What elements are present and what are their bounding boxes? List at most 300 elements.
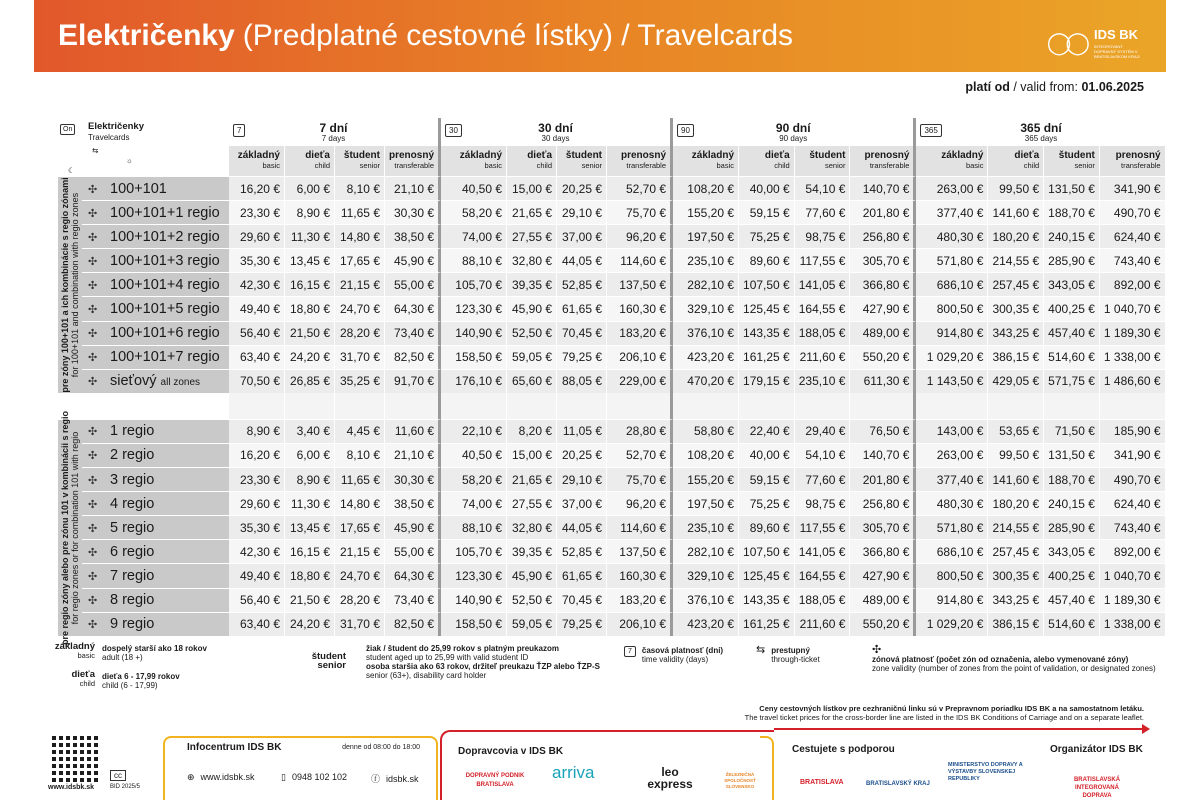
- price-cell: 59,15 €: [739, 200, 795, 224]
- price-cell: 423,20 €: [673, 345, 739, 369]
- price-cell: 108,20 €: [673, 443, 739, 467]
- price-table: [58, 118, 1166, 645]
- price-cell: 79,25 €: [557, 612, 607, 636]
- zone-name: sieťový: [110, 373, 157, 390]
- table-row: [58, 467, 1166, 491]
- table-row: [58, 272, 1166, 296]
- valid-from: [965, 80, 1144, 94]
- price-cell: 235,10 €: [795, 369, 851, 393]
- col-sk: dieťa: [527, 150, 553, 161]
- price-cell: 74,00 €: [441, 491, 507, 515]
- price-cell: 55,00 €: [385, 272, 441, 296]
- price-cell: 214,55 €: [988, 515, 1044, 539]
- icons-header: [58, 146, 229, 176]
- col-header-senior: [557, 146, 607, 176]
- price-cell: 161,25 €: [739, 612, 795, 636]
- zone-icon: ✣: [88, 426, 98, 439]
- price-cell: 400,25 €: [1044, 563, 1100, 587]
- price-cell: 489,00 €: [850, 321, 916, 345]
- price-cell: 44,05 €: [557, 515, 607, 539]
- valid-label-bold: platí od: [965, 80, 1010, 94]
- price-cell: 235,10 €: [673, 515, 739, 539]
- legend-transfer: [756, 646, 820, 664]
- price-cell: 77,60 €: [795, 200, 851, 224]
- price-cell: 11,05 €: [557, 419, 607, 443]
- gap-cell: [441, 393, 507, 419]
- zone-name: 100+101+5 regio: [110, 301, 220, 318]
- red-line: [774, 728, 1146, 730]
- col-en: transferable: [869, 161, 910, 170]
- price-cell: 457,40 €: [1044, 588, 1100, 612]
- price-cell: 427,90 €: [850, 296, 916, 320]
- price-cell: 1 040,70 €: [1100, 563, 1166, 587]
- price-cell: 343,25 €: [988, 321, 1044, 345]
- price-cell: 32,80 €: [507, 515, 557, 539]
- table-row: [58, 612, 1166, 636]
- price-cell: 14,80 €: [335, 491, 385, 515]
- lven: child (6 - 17,99): [102, 681, 158, 690]
- price-cell: 39,35 €: [507, 272, 557, 296]
- col-en: child: [774, 161, 790, 170]
- price-cell: 206,10 €: [607, 345, 673, 369]
- web-text: www.idsbk.sk: [200, 772, 255, 782]
- price-cell: 285,90 €: [1044, 248, 1100, 272]
- price-cell: 180,20 €: [988, 224, 1044, 248]
- price-cell: 16,20 €: [229, 443, 285, 467]
- table-row: [58, 588, 1166, 612]
- zone-label: [82, 588, 229, 612]
- price-cell: 1 189,30 €: [1100, 588, 1166, 612]
- price-cell: 77,60 €: [795, 467, 851, 491]
- gap-cell: [607, 393, 673, 419]
- price-cell: 140,90 €: [441, 321, 507, 345]
- group-en: 365 days: [1024, 133, 1058, 143]
- phone-icon: ▯: [281, 772, 286, 782]
- price-cell: 79,25 €: [557, 345, 607, 369]
- zone-label: [82, 200, 229, 224]
- group-header-row: [58, 118, 1166, 146]
- cross-border-note: [745, 704, 1144, 722]
- column-header-row: [58, 146, 1166, 176]
- zone-label: [82, 563, 229, 587]
- price-cell: 82,50 €: [385, 345, 441, 369]
- price-cell: 686,10 €: [916, 539, 988, 563]
- price-cell: 17,65 €: [335, 248, 385, 272]
- price-cell: 386,15 €: [988, 612, 1044, 636]
- price-cell: 457,40 €: [1044, 321, 1100, 345]
- price-cell: 386,15 €: [988, 345, 1044, 369]
- price-cell: 52,70 €: [607, 443, 673, 467]
- title-bold: Električenky: [58, 19, 235, 52]
- price-cell: 117,55 €: [795, 248, 851, 272]
- price-cell: 117,55 €: [795, 515, 851, 539]
- zone-name: 100+101+2 regio: [110, 228, 220, 245]
- price-cell: 140,70 €: [850, 176, 916, 200]
- price-cell: 29,60 €: [229, 224, 285, 248]
- gap-cell: [229, 393, 285, 419]
- price-cell: 31,70 €: [335, 345, 385, 369]
- zone-label: [82, 296, 229, 320]
- zone-icon: ✣: [872, 644, 882, 656]
- zone-label: [82, 248, 229, 272]
- time-icon: 365: [920, 124, 941, 137]
- price-cell: 376,10 €: [673, 588, 739, 612]
- gap-cell: [285, 393, 335, 419]
- group-90: [673, 118, 916, 146]
- price-cell: 914,80 €: [916, 321, 988, 345]
- transfer-icon: ⇆: [92, 146, 99, 155]
- zone-icon: ✣: [88, 231, 98, 244]
- lv: prestupný: [771, 646, 810, 655]
- price-cell: 96,20 €: [607, 224, 673, 248]
- price-cell: 30,30 €: [385, 467, 441, 491]
- zone-label: [82, 272, 229, 296]
- col-sk: študent: [343, 150, 380, 161]
- price-cell: 8,90 €: [229, 419, 285, 443]
- table-row: [58, 224, 1166, 248]
- side-text: [60, 177, 80, 392]
- zone-icon: ✣: [88, 474, 98, 487]
- col-en: basic: [484, 161, 503, 170]
- price-cell: 75,70 €: [607, 200, 673, 224]
- card-icon: On: [60, 124, 75, 135]
- price-cell: 343,05 €: [1044, 272, 1100, 296]
- legend-child-value: [102, 672, 180, 690]
- gap-cell: [1100, 393, 1166, 419]
- gap-cell: [795, 393, 851, 419]
- col-sk: prenosný: [864, 150, 910, 161]
- price-cell: 89,60 €: [739, 248, 795, 272]
- col-header-transferable: [385, 146, 441, 176]
- leo-express-logo: leo express: [647, 765, 693, 791]
- price-cell: 20,25 €: [557, 443, 607, 467]
- price-cell: 71,50 €: [1044, 419, 1100, 443]
- lken: basic: [77, 651, 95, 660]
- price-cell: 11,30 €: [285, 224, 335, 248]
- price-cell: 892,00 €: [1100, 272, 1166, 296]
- price-cell: 114,60 €: [607, 515, 673, 539]
- price-cell: 40,00 €: [739, 443, 795, 467]
- price-cell: 63,40 €: [229, 345, 285, 369]
- valid-date: 01.06.2025: [1081, 80, 1144, 94]
- price-cell: 235,10 €: [673, 248, 739, 272]
- price-cell: 188,70 €: [1044, 200, 1100, 224]
- col-sk: prenosný: [389, 150, 435, 161]
- group-en: 30 days: [541, 133, 570, 143]
- zone-icon: ✣: [88, 352, 98, 365]
- gap-cell: [988, 393, 1044, 419]
- col-sk: základný: [691, 150, 735, 161]
- price-cell: 15,00 €: [507, 176, 557, 200]
- price-cell: 70,45 €: [557, 321, 607, 345]
- col-en: senior: [359, 161, 380, 170]
- price-cell: 8,20 €: [507, 419, 557, 443]
- arrow-icon: [1142, 724, 1150, 734]
- price-cell: 88,10 €: [441, 515, 507, 539]
- price-cell: 26,85 €: [285, 369, 335, 393]
- gap-cell: [58, 393, 229, 419]
- section-side-label: [58, 410, 82, 645]
- col-header-transferable: [1100, 146, 1166, 176]
- price-cell: 229,00 €: [607, 369, 673, 393]
- lven: through-ticket: [771, 655, 820, 664]
- price-cell: 197,50 €: [673, 491, 739, 515]
- zone-label: [82, 419, 229, 443]
- price-cell: 179,15 €: [739, 369, 795, 393]
- time-icon: 90: [677, 124, 694, 137]
- price-cell: 123,30 €: [441, 563, 507, 587]
- zone-name: 8 regio: [110, 592, 155, 609]
- organizer-title: Organizátor IDS BK: [1050, 744, 1143, 755]
- zone-name: 6 regio: [110, 543, 155, 560]
- price-cell: 96,20 €: [607, 491, 673, 515]
- price-cell: 28,20 €: [335, 588, 385, 612]
- price-cell: 489,00 €: [850, 588, 916, 612]
- price-cell: 27,55 €: [507, 224, 557, 248]
- zone-icon: ✣: [88, 207, 98, 220]
- carriers-title: Dopravcovia v IDS BK: [458, 746, 564, 757]
- price-cell: 282,10 €: [673, 272, 739, 296]
- table-row: [58, 563, 1166, 587]
- web-link[interactable]: [187, 772, 255, 783]
- col-en: transferable: [626, 161, 667, 170]
- price-cell: 21,50 €: [285, 321, 335, 345]
- price-cell: 376,10 €: [673, 321, 739, 345]
- price-cell: 107,50 €: [739, 539, 795, 563]
- legend-time: [624, 646, 723, 664]
- price-cell: 24,20 €: [285, 612, 335, 636]
- price-cell: 164,55 €: [795, 563, 851, 587]
- col-sk: dieťa: [1014, 150, 1040, 161]
- price-cell: 35,30 €: [229, 515, 285, 539]
- price-cell: 11,60 €: [385, 419, 441, 443]
- group-name: 30 dní: [538, 120, 573, 135]
- lk: dieťa: [71, 669, 95, 680]
- price-cell: 143,35 €: [739, 588, 795, 612]
- price-cell: 490,70 €: [1100, 467, 1166, 491]
- price-cell: 91,70 €: [385, 369, 441, 393]
- price-cell: 23,30 €: [229, 467, 285, 491]
- price-cell: 4,45 €: [335, 419, 385, 443]
- lv: časová platnosť (dni): [641, 646, 724, 655]
- price-cell: 64,30 €: [385, 296, 441, 320]
- price-cell: 107,50 €: [739, 272, 795, 296]
- price-cell: 11,65 €: [335, 467, 385, 491]
- price-cell: 131,50 €: [1044, 443, 1100, 467]
- price-cell: 1 040,70 €: [1100, 296, 1166, 320]
- price-cell: 141,60 €: [988, 200, 1044, 224]
- price-cell: 13,45 €: [285, 248, 335, 272]
- facebook-link[interactable]: [371, 772, 419, 785]
- rings-icon: ◯◯: [1046, 29, 1084, 55]
- price-cell: 211,60 €: [795, 612, 851, 636]
- price-cell: 44,05 €: [557, 248, 607, 272]
- price-cell: 514,60 €: [1044, 612, 1100, 636]
- price-cell: 14,80 €: [335, 224, 385, 248]
- zone-name: 100+101+4 regio: [110, 276, 220, 293]
- price-cell: 64,30 €: [385, 563, 441, 587]
- price-cell: 8,90 €: [285, 200, 335, 224]
- price-cell: 125,45 €: [739, 296, 795, 320]
- zone-label: [82, 176, 229, 200]
- price-cell: 125,45 €: [739, 563, 795, 587]
- price-cell: 185,90 €: [1100, 419, 1166, 443]
- zone-icon: ✣: [88, 255, 98, 268]
- cc-caption: BID 2025/5: [110, 784, 141, 790]
- gap-cell: [916, 393, 988, 419]
- price-cell: 427,90 €: [850, 563, 916, 587]
- col-sk: dieťa: [764, 150, 790, 161]
- zone-icon: ✣: [88, 304, 98, 317]
- price-cell: 21,15 €: [335, 272, 385, 296]
- dpb-logo: DOPRAVNÝ PODNIK BRATISLAVA: [465, 773, 525, 788]
- col-en: transferable: [394, 161, 435, 170]
- price-cell: 285,90 €: [1044, 515, 1100, 539]
- price-cell: 59,15 €: [739, 467, 795, 491]
- zone-label: [82, 467, 229, 491]
- head-sub: Travelcards: [88, 133, 130, 142]
- price-cell: 27,55 €: [507, 491, 557, 515]
- price-cell: 52,85 €: [557, 272, 607, 296]
- price-cell: 11,30 €: [285, 491, 335, 515]
- price-cell: 263,00 €: [916, 443, 988, 467]
- zone-name: 5 regio: [110, 519, 155, 536]
- price-cell: 155,20 €: [673, 200, 739, 224]
- price-cell: 61,65 €: [557, 563, 607, 587]
- price-cell: 105,70 €: [441, 272, 507, 296]
- price-cell: 82,50 €: [385, 612, 441, 636]
- price-cell: 29,60 €: [229, 491, 285, 515]
- price-cell: 480,30 €: [916, 491, 988, 515]
- table-row: [58, 539, 1166, 563]
- price-cell: 214,55 €: [988, 248, 1044, 272]
- price-cell: 16,15 €: [285, 539, 335, 563]
- price-cell: 160,30 €: [607, 563, 673, 587]
- col-header-child: [739, 146, 795, 176]
- price-cell: 22,10 €: [441, 419, 507, 443]
- price-cell: 1 029,20 €: [916, 345, 988, 369]
- col-header-basic: [916, 146, 988, 176]
- cc-license-icon: cc: [110, 770, 126, 781]
- price-cell: 45,90 €: [507, 296, 557, 320]
- price-cell: 624,40 €: [1100, 491, 1166, 515]
- price-cell: 73,40 €: [385, 321, 441, 345]
- price-cell: 18,80 €: [285, 563, 335, 587]
- price-cell: 158,50 €: [441, 345, 507, 369]
- side-text: [60, 411, 80, 645]
- footer: [0, 726, 1200, 800]
- price-cell: 24,20 €: [285, 345, 335, 369]
- zssk-logo: ŽELEZNIČNÁ SPOLOČNOSŤ SLOVENSKO: [724, 772, 756, 789]
- price-cell: 377,40 €: [916, 467, 988, 491]
- table-row: [58, 443, 1166, 467]
- price-cell: 29,40 €: [795, 419, 851, 443]
- price-cell: 158,50 €: [441, 612, 507, 636]
- col-header-child: [285, 146, 335, 176]
- price-cell: 343,05 €: [1044, 539, 1100, 563]
- phone-link[interactable]: [281, 772, 347, 783]
- price-cell: 75,70 €: [607, 467, 673, 491]
- price-cell: 74,00 €: [441, 224, 507, 248]
- price-cell: 108,20 €: [673, 176, 739, 200]
- carriers-box: [440, 730, 774, 800]
- lven: time validity (days): [641, 655, 709, 664]
- price-cell: 58,20 €: [441, 200, 507, 224]
- price-cell: 40,00 €: [739, 176, 795, 200]
- zone-name: 100+101: [110, 180, 167, 197]
- head-title: Električenky: [88, 121, 144, 132]
- globe-icon: ⊕: [187, 772, 195, 782]
- col-en: basic: [262, 161, 280, 170]
- price-cell: 52,85 €: [557, 539, 607, 563]
- price-cell: 341,90 €: [1100, 176, 1166, 200]
- price-cell: 73,40 €: [385, 588, 441, 612]
- qr-caption: www.idsbk.sk: [48, 784, 95, 791]
- table-row: [58, 369, 1166, 393]
- side-sk: pre regio zóny alebo pre zónu 101 v kombinácii s regio: [60, 410, 70, 645]
- price-cell: 366,80 €: [850, 539, 916, 563]
- price-cell: 56,40 €: [229, 588, 285, 612]
- price-cell: 49,40 €: [229, 563, 285, 587]
- price-cell: 140,90 €: [441, 588, 507, 612]
- group-30: [441, 118, 673, 146]
- price-cell: 257,45 €: [988, 539, 1044, 563]
- price-cell: 571,80 €: [916, 248, 988, 272]
- price-cell: 88,10 €: [441, 248, 507, 272]
- gap-cell: [507, 393, 557, 419]
- price-cell: 300,35 €: [988, 296, 1044, 320]
- price-cell: 329,10 €: [673, 296, 739, 320]
- col-en: senior: [1074, 161, 1095, 170]
- price-cell: 32,80 €: [507, 248, 557, 272]
- price-cell: 38,50 €: [385, 491, 441, 515]
- price-cell: 22,40 €: [739, 419, 795, 443]
- price-cell: 45,90 €: [507, 563, 557, 587]
- price-cell: 131,50 €: [1044, 176, 1100, 200]
- price-cell: 743,40 €: [1100, 248, 1166, 272]
- day-icon: ☼: [126, 156, 133, 165]
- col-header-transferable: [850, 146, 916, 176]
- ministry-logo: MINISTERSTVO DOPRAVY A VÝSTAVBY SLOVENSKEJ REPUBLIKY: [948, 762, 1023, 782]
- price-cell: 1 189,30 €: [1100, 321, 1166, 345]
- col-header-senior: [795, 146, 851, 176]
- price-cell: 58,20 €: [441, 467, 507, 491]
- legend-child-key: [40, 670, 95, 688]
- price-cell: 400,25 €: [1044, 296, 1100, 320]
- support-title: Cestujete s podporou: [792, 744, 895, 755]
- title-rest: (Predplatné cestovné lístky) / Travelcards: [242, 19, 794, 52]
- price-cell: 59,05 €: [507, 612, 557, 636]
- ceny-en: The travel ticket prices for the cross-border line are listed in the IDS BK Conditions of Carriage and on a separate leaflet.: [744, 713, 1144, 722]
- price-cell: 98,75 €: [795, 491, 851, 515]
- zone-icon: ✣: [88, 376, 98, 389]
- price-cell: 343,25 €: [988, 588, 1044, 612]
- price-cell: 743,40 €: [1100, 515, 1166, 539]
- transfer-icon: ⇆: [756, 644, 766, 656]
- price-cell: 61,65 €: [557, 296, 607, 320]
- col-sk: študent: [565, 150, 603, 161]
- col-en: basic: [965, 161, 984, 170]
- side-sk: pre zóny 100+101 a ich kombinácie s regio zónami: [60, 177, 70, 393]
- price-cell: 30,30 €: [385, 200, 441, 224]
- price-cell: 800,50 €: [916, 563, 988, 587]
- price-cell: 75,25 €: [739, 491, 795, 515]
- price-cell: 59,05 €: [507, 345, 557, 369]
- price-cell: 75,25 €: [739, 224, 795, 248]
- ceny-sk: Ceny cestovných lístkov pre cezhraničnú linku sú v Prepravnom poriadku IDS BK a na samostatnom letáku.: [759, 704, 1144, 713]
- price-cell: 1 338,00 €: [1100, 345, 1166, 369]
- facebook-icon: ⓕ: [371, 774, 381, 784]
